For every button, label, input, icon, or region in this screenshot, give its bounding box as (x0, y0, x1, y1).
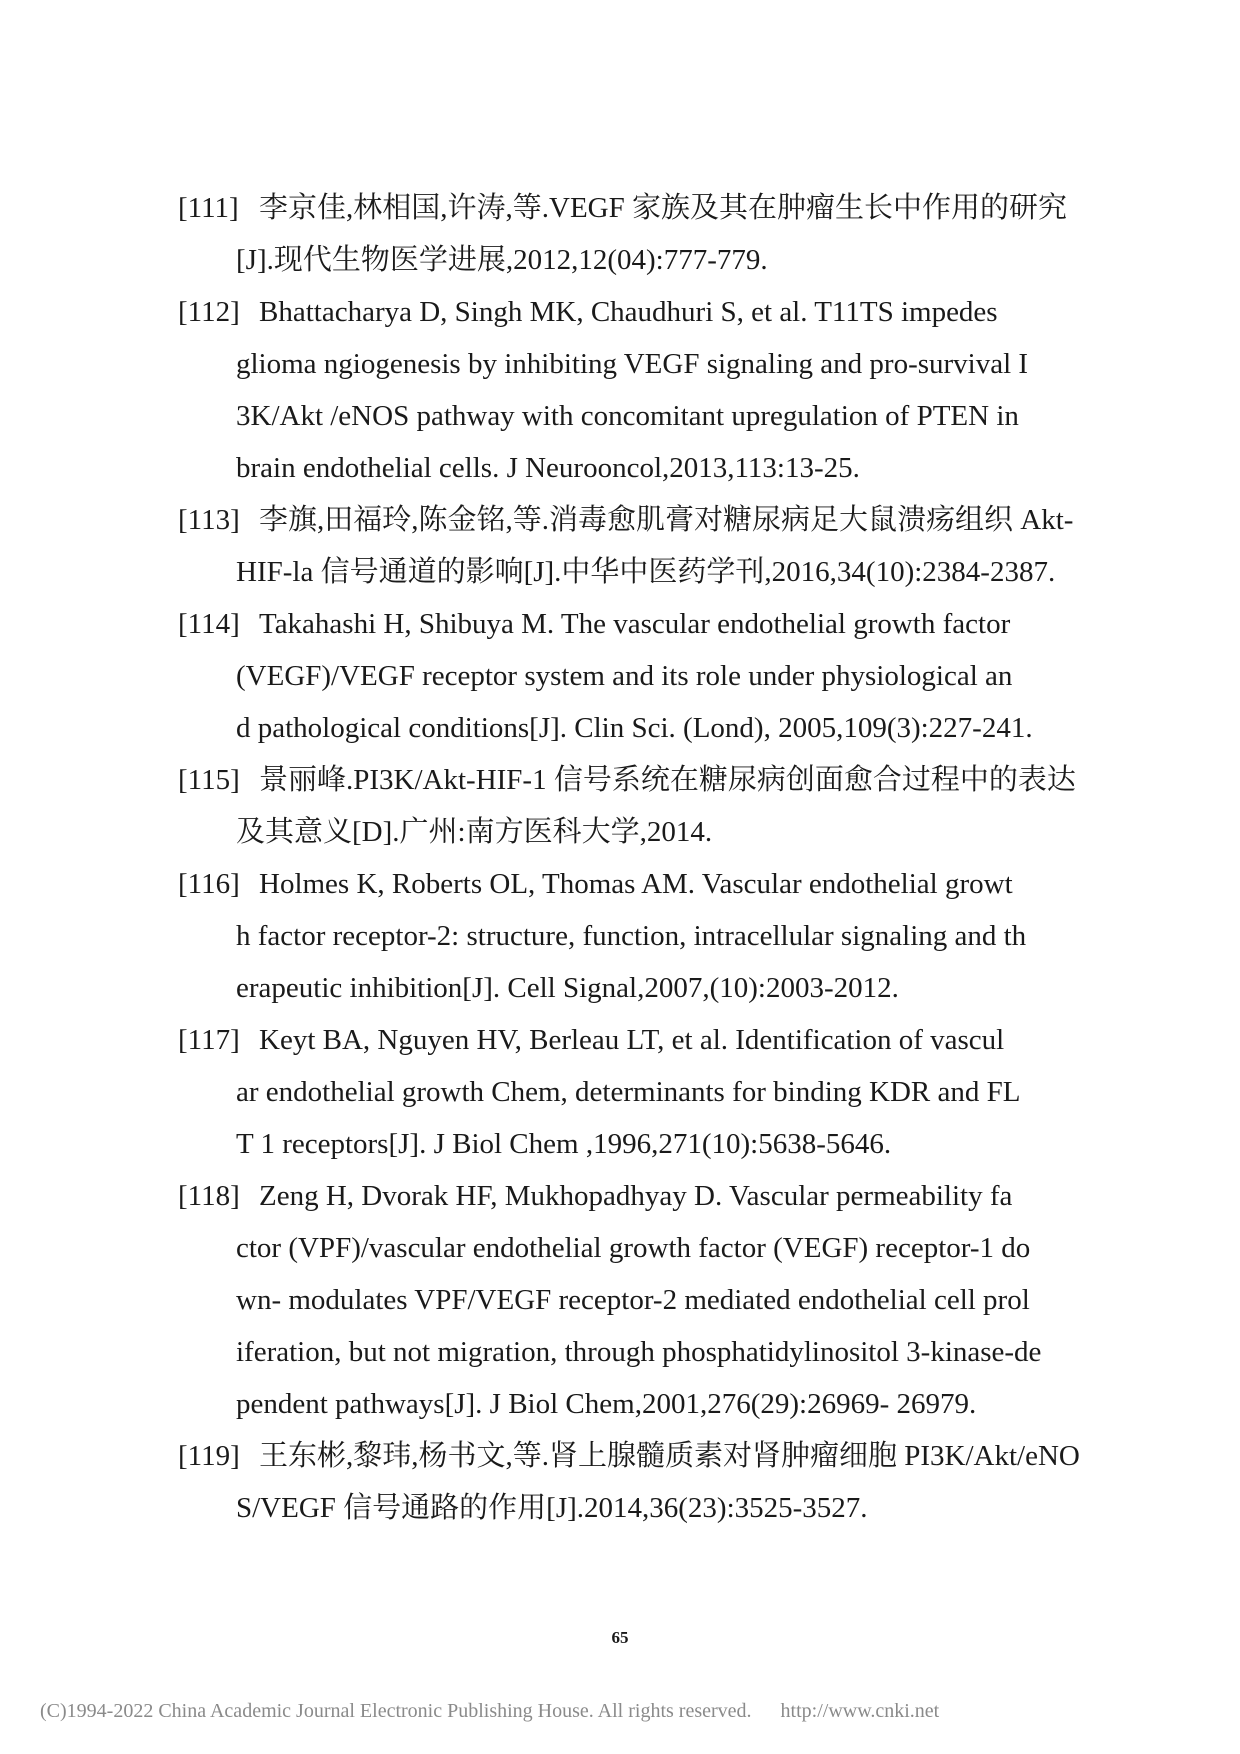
reference-number: [115] (178, 764, 240, 796)
reference-number: [113] (178, 504, 240, 536)
copyright-footer (40, 1700, 939, 1723)
reference-line: S/VEGF 信号通路的作用[J].2014,36(23):3525-3527. (236, 1492, 868, 1524)
reference-line: pendent pathways[J]. J Biol Chem,2001,276(29):26969- 26979. (236, 1388, 977, 1420)
reference-line: erapeutic inhibition[J]. Cell Signal,2007,(10):2003-2012. (236, 972, 899, 1004)
reference-item-113 (178, 494, 1100, 598)
reference-number: [114] (178, 608, 240, 640)
reference-line: 景丽峰.PI3K/Akt-HIF-1 信号系统在糖尿病创面愈合过程中的表达 (259, 764, 1076, 796)
reference-item-114 (178, 598, 1100, 754)
reference-line: iferation, but not migration, through phosphatidylinositol 3-kinase-de (236, 1336, 1042, 1368)
reference-line: ctor (VPF)/vascular endothelial growth factor (VEGF) receptor-1 do (236, 1232, 1031, 1264)
reference-line: 李旗,田福玲,陈金铭,等.消毒愈肌膏对糖尿病足大鼠溃疡组织 Akt- (259, 504, 1074, 536)
reference-line: Zeng H, Dvorak HF, Mukhopadhyay D. Vascular permeability fa (259, 1180, 1013, 1212)
reference-item-118 (178, 1170, 1100, 1430)
reference-line: Keyt BA, Nguyen HV, Berleau LT, et al. Identification of vascul (259, 1024, 1005, 1056)
reference-line: HIF-la 信号通道的影响[J].中华中医药学刊,2016,34(10):2384-2387. (236, 556, 1056, 588)
reference-line: 李京佳,林相国,许涛,等.VEGF 家族及其在肿瘤生长中作用的研究 (259, 192, 1067, 224)
reference-line: Takahashi H, Shibuya M. The vascular endothelial growth factor (259, 608, 1011, 640)
reference-number: [111] (178, 192, 239, 224)
reference-number: [112] (178, 296, 240, 328)
page-number: 65 (611, 1628, 629, 1647)
reference-item-115 (178, 754, 1100, 858)
reference-line: [J].现代生物医学进展,2012,12(04):777-779. (236, 244, 768, 276)
reference-line: (VEGF)/VEGF receptor system and its role under physiological an (236, 660, 1013, 692)
reference-line: Holmes K, Roberts OL, Thomas AM. Vascular endothelial growt (259, 868, 1013, 900)
reference-item-116 (178, 858, 1100, 1014)
reference-line: Bhattacharya D, Singh MK, Chaudhuri S, et al. T11TS impedes (259, 296, 998, 328)
reference-number: [119] (178, 1440, 240, 1472)
reference-number: [116] (178, 868, 240, 900)
reference-line: brain endothelial cells. J Neurooncol,2013,113:13-25. (236, 452, 860, 484)
reference-line: glioma ngiogenesis by inhibiting VEGF signaling and pro-survival I (236, 348, 1029, 380)
reference-line: d pathological conditions[J]. Clin Sci. (Lond), 2005,109(3):227-241. (236, 712, 1033, 744)
copyright-text: (C)1994-2022 China Academic Journal Electronic Publishing House. All rights reserved. (40, 1700, 752, 1722)
reference-list (178, 182, 1100, 1534)
reference-line: h factor receptor-2: structure, function, intracellular signaling and th (236, 920, 1027, 952)
reference-line: 3K/Akt /eNOS pathway with concomitant upregulation of PTEN in (236, 400, 1019, 432)
reference-item-119 (178, 1430, 1100, 1534)
reference-item-111 (178, 182, 1100, 286)
reference-line: 王东彬,黎玮,杨书文,等.肾上腺髓质素对肾肿瘤细胞 PI3K/Akt/eNO (259, 1440, 1080, 1472)
reference-line: 及其意义[D].广州:南方医科大学,2014. (236, 816, 713, 848)
reference-item-117 (178, 1014, 1100, 1170)
footer-link[interactable]: http://www.cnki.net (780, 1700, 940, 1722)
reference-line: ar endothelial growth Chem, determinants for binding KDR and FL (236, 1076, 1021, 1108)
reference-line: wn- modulates VPF/VEGF receptor-2 mediated endothelial cell prol (236, 1284, 1030, 1316)
reference-item-112 (178, 286, 1100, 494)
reference-number: [117] (178, 1024, 240, 1056)
reference-number: [118] (178, 1180, 240, 1212)
reference-line: T 1 receptors[J]. J Biol Chem ,1996,271(10):5638-5646. (236, 1128, 892, 1160)
